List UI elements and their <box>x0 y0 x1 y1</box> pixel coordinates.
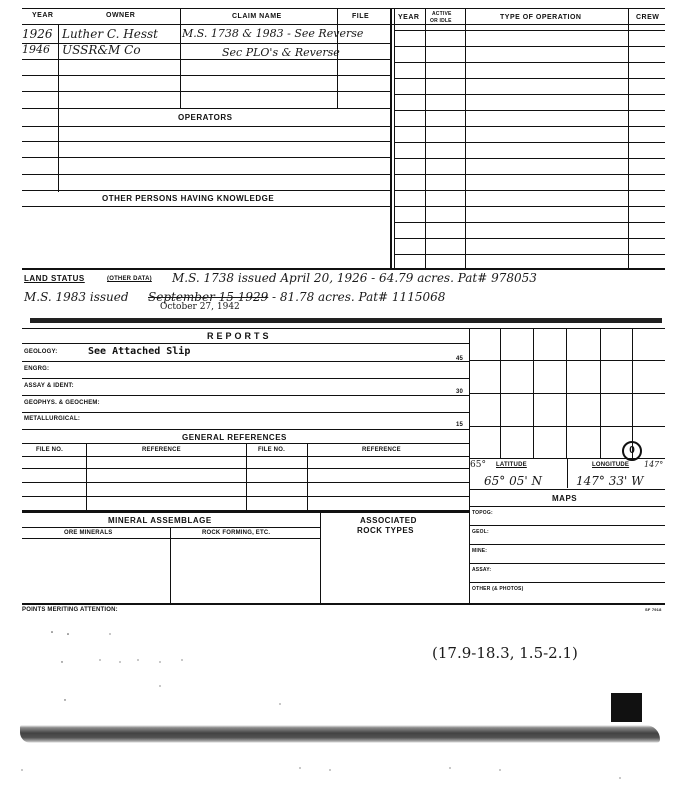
header-file: FILE <box>352 13 370 20</box>
scale-30: 30 <box>456 389 464 395</box>
owner-row-2-owner: USSR&M Co <box>62 43 141 57</box>
separator-bar <box>30 318 662 323</box>
latitude-label: LATITUDE <box>496 462 527 468</box>
header-year-2: YEAR <box>398 14 420 21</box>
header-year: YEAR <box>32 12 54 19</box>
rock-forming-header: ROCK FORMING, ETC. <box>202 530 271 536</box>
maps-assay: ASSAY: <box>472 567 492 573</box>
header-active: ACTIVE <box>432 11 452 17</box>
points-meriting-attention-label: POINTS MERITING ATTENTION: <box>22 607 118 613</box>
land-status-label: LAND STATUS <box>24 274 85 283</box>
land-status-line-2-prefix: M.S. 1983 issued <box>24 290 129 304</box>
rock-types-label: ROCK TYPES <box>357 526 415 535</box>
circled-mark: 0 <box>622 441 642 461</box>
ore-minerals-header: ORE MINERALS <box>64 530 113 536</box>
land-status-line-2-suffix: - 81.78 acres. Pat# 1115068 <box>272 290 446 304</box>
general-references-title: GENERAL REFERENCES <box>182 433 287 442</box>
form-number: SF 7918 <box>645 607 662 612</box>
owner-row-1-claim: M.S. 1738 & 1983 - See Reverse <box>182 27 364 40</box>
geology-value: See Attached Slip <box>88 346 191 357</box>
land-status-correction: October 27, 1942 <box>160 302 240 312</box>
ref-file-no-header-2: FILE NO. <box>258 447 285 453</box>
operators-title: OPERATORS <box>178 113 233 122</box>
associated-label: ASSOCIATED <box>360 516 417 525</box>
engrg-label: ENGRG: <box>24 366 50 372</box>
maps-other: OTHER (& PHOTOS) <box>472 586 524 592</box>
maps-title: MAPS <box>552 494 578 503</box>
longitude-value: 147° 33' W <box>576 474 644 488</box>
maps-topog: TOPOG: <box>472 510 493 516</box>
owner-row-1-owner: Luther C. Hesst <box>62 27 158 41</box>
assay-label: ASSAY & IDENT: <box>24 383 74 389</box>
geology-label: GEOLOGY: <box>24 349 58 355</box>
maps-geol: GEOL: <box>472 529 489 535</box>
ref-reference-header-2: REFERENCE <box>362 447 401 453</box>
header-crew: CREW <box>636 14 660 21</box>
scan-noise-dots <box>0 620 678 800</box>
header-claim-name: CLAIM NAME <box>232 13 282 20</box>
mineral-assemblage-title: MINERAL ASSEMBLAGE <box>108 516 212 525</box>
header-owner: OWNER <box>106 12 136 19</box>
owner-row-1-year: 1926 <box>22 27 53 41</box>
longitude-label: LONGITUDE <box>592 462 630 468</box>
ref-file-no-header: FILE NO. <box>36 447 63 453</box>
land-status-line-2-struck: September 15 1929 <box>148 290 269 304</box>
geophys-label: GEOPHYS. & GEOCHEM: <box>24 400 100 406</box>
scale-45: 45 <box>456 356 464 362</box>
lat-prefix: 65° <box>470 460 486 470</box>
reports-title: REPORTS <box>207 331 272 341</box>
land-status-sub: (OTHER DATA) <box>107 276 152 282</box>
metallurgical-label: METALLURGICAL: <box>24 416 81 422</box>
header-or-idle: OR IDLE <box>430 18 452 24</box>
other-persons-title: OTHER PERSONS HAVING KNOWLEDGE <box>102 194 275 203</box>
lon-suffix: 147° <box>644 460 664 469</box>
owner-row-2-claim: Sec PLO's & Reverse <box>222 46 340 59</box>
maps-mine: MINE: <box>472 548 488 554</box>
land-status-line-1: M.S. 1738 issued April 20, 1926 - 64.79 acres. Pat# 978053 <box>172 271 537 285</box>
ref-reference-header: REFERENCE <box>142 447 181 453</box>
latitude-value: 65° 05' N <box>484 474 542 488</box>
owner-row-2-year: 1946 <box>22 43 50 56</box>
scale-15: 15 <box>456 422 464 428</box>
coordinate-note: (17.9-18.3, 1.5-2.1) <box>432 644 578 662</box>
header-type-of-operation: TYPE OF OPERATION <box>500 14 582 21</box>
